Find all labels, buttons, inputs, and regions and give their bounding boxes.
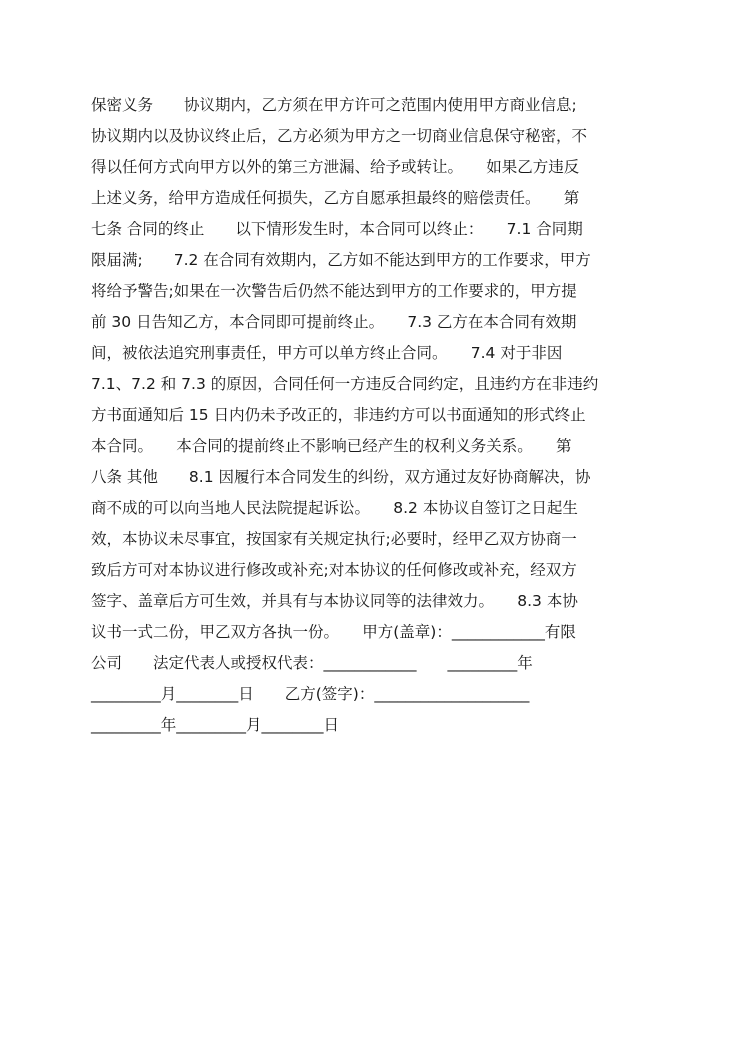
signature-line: 公司 法定代表人或授权代表：____________ _________年	[91, 654, 533, 672]
text-line: 得以任何方式向甲方以外的第三方泄漏、给予或转让。 如果乙方违反	[91, 158, 580, 176]
text-line: 7.1、7.2 和 7.3 的原因，合同任何一方违反合同约定，且违约方在非违约	[91, 375, 599, 393]
text-line: 致后方可对本协议进行修改或补充;对本协议的任何修改或补充，经双方	[91, 561, 577, 579]
text-line: 限届满; 7.2 在合同有效期内，乙方如不能达到甲方的工作要求，甲方	[91, 251, 591, 269]
text-line: 效，本协议未尽事宜，按国家有关规定执行;必要时，经甲乙双方协商一	[91, 530, 577, 548]
text-line: 签字、盖章后方可生效，并具有与本协议同等的法律效力。 8.3 本协	[91, 592, 578, 610]
text-line: 商不成的可以向当地人民法院提起诉讼。 8.2 本协议自签订之日起生	[91, 499, 578, 517]
text-line: 前 30 日告知乙方，本合同即可提前终止。 7.3 乙方在本合同有效期	[91, 313, 577, 331]
signature-line: _________年_________月________日	[91, 716, 340, 734]
text-line: 七条 合同的终止 以下情形发生时，本合同可以终止： 7.1 合同期	[91, 220, 583, 238]
text-line: 上述义务，给甲方造成任何损失，乙方自愿承担最终的赔偿责任。 第	[91, 189, 580, 207]
text-line: 八条 其他 8.1 因履行本合同发生的纠纷，双方通过友好协商解决，协	[91, 468, 591, 486]
text-line: 协议期内以及协议终止后，乙方必须为甲方之一切商业信息保守秘密，不	[91, 127, 588, 145]
text-line: 间，被依法追究刑事责任，甲方可以单方终止合同。 7.4 对于非因	[91, 344, 563, 362]
signature-line: _________月________日 乙方(签字)：____________________	[91, 685, 530, 703]
text-line: 议书一式二份，甲乙双方各执一份。 甲方(盖章)：____________有限	[91, 623, 576, 641]
contract-body	[91, 90, 661, 741]
text-line: 将给予警告;如果在一次警告后仍然不能达到甲方的工作要求的，甲方提	[91, 282, 577, 300]
text-line: 方书面通知后 15 日内仍未予改正的，非违约方可以书面通知的形式终止	[91, 406, 586, 424]
text-line: 本合同。 本合同的提前终止不影响已经产生的权利义务关系。 第	[91, 437, 572, 455]
text-line: 保密义务 协议期内，乙方须在甲方许可之范围内使用甲方商业信息;	[91, 96, 577, 114]
